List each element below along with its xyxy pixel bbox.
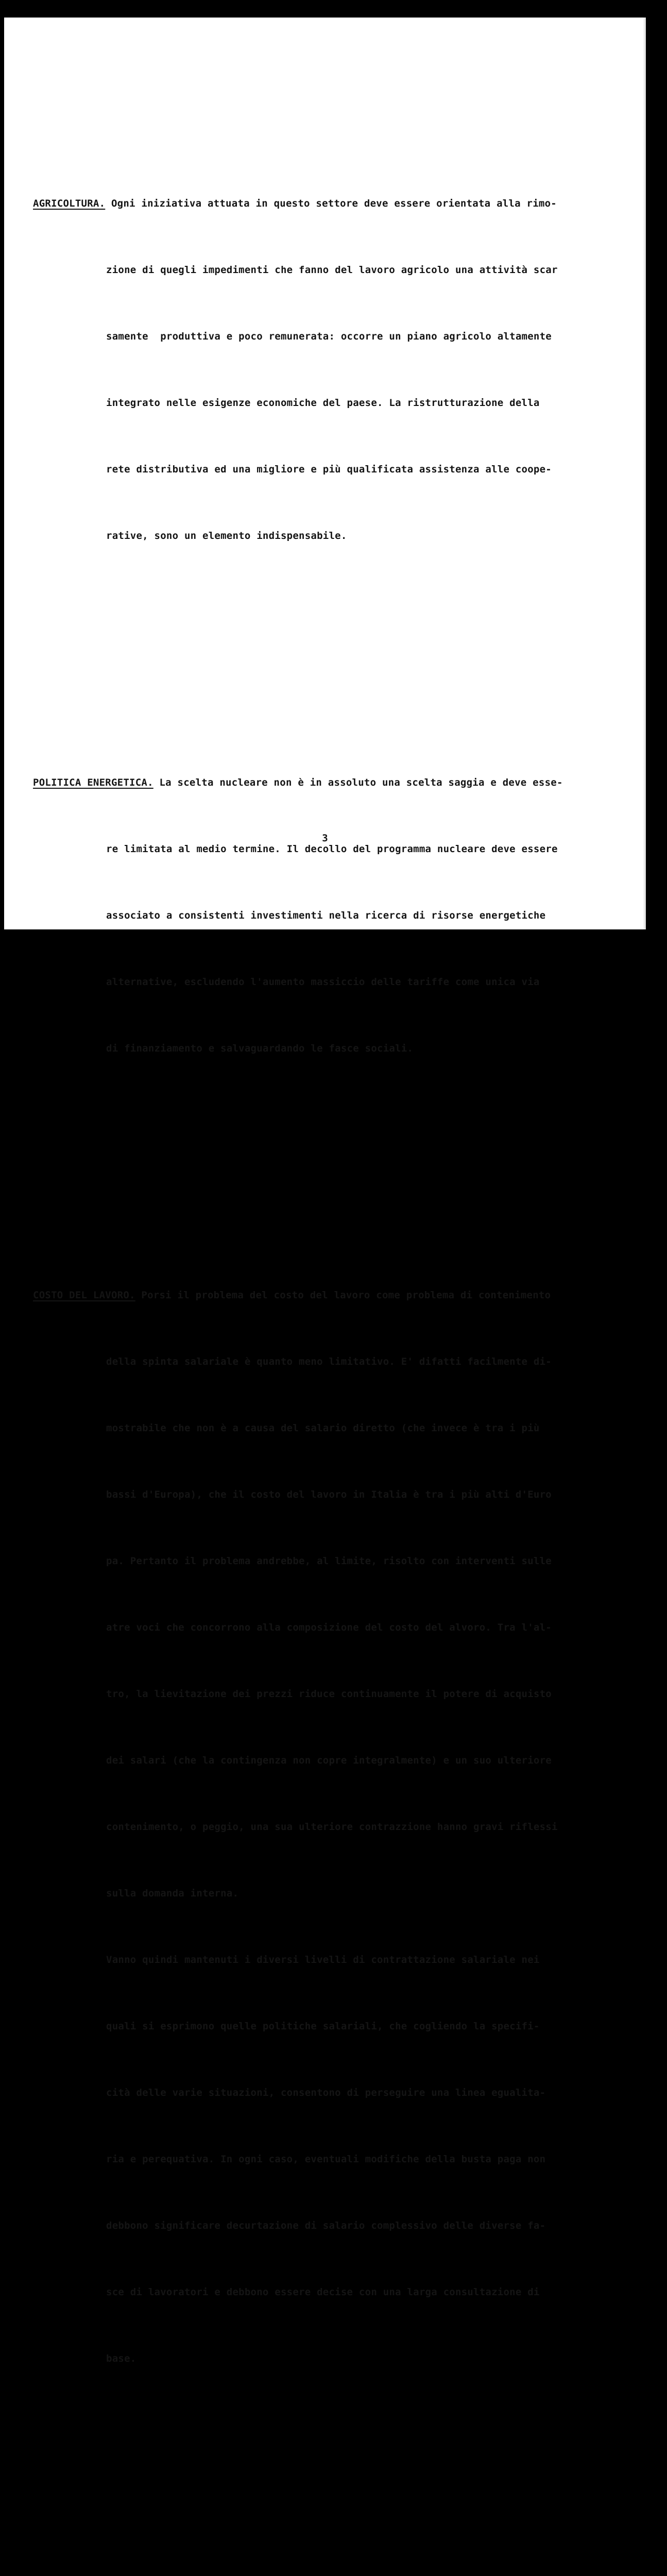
- body-line: alternative, escludendo l'aumento massiccio delle tariffe come unica via: [106, 976, 540, 988]
- first-line-text: La scelta nucleare non è in assoluto una scelta saggia e deve esse-: [153, 777, 563, 788]
- body-line: cità delle varie situazioni, consentono di perseguire una linea egualita-: [106, 2087, 546, 2098]
- body-line: pa. Pertanto il problema andrebbe, al limite, risolto con interventi sulle: [106, 1555, 552, 1567]
- body-line: zione di quegli impedimenti che fanno del lavoro agricolo una attività scar: [106, 264, 558, 276]
- body-line: bassi d'Europa), che il costo del lavoro in Italia è tra i più alti d'Euro: [106, 1489, 552, 1500]
- section-agricoltura: [33, 148, 610, 591]
- body-line: sulla domanda interna.: [106, 1888, 239, 1899]
- body-line: di finanziamento e salvaguardando le fasce sociali.: [106, 1043, 414, 1054]
- body-line: Vanno quindi mantenuti i diversi livelli di contrattazione salariale nei: [106, 1954, 540, 1965]
- section-costo-del-lavoro: [33, 1240, 610, 2414]
- page-number: 3: [322, 833, 328, 844]
- body-line: tro, la lievitazione dei prezzi riduce continuamente il potere di acquisto: [106, 1688, 552, 1700]
- section-first-line: [33, 772, 610, 794]
- body-line: della spinta salariale è quanto meno limitativo. E' difatti facilmente di-: [106, 1356, 552, 1367]
- first-line-text: Porsi il problema del costo del lavoro come problema di contenimento: [135, 1290, 551, 1301]
- section-politica-energetica: [33, 727, 610, 1104]
- body-line: re limitata al medio termine. Il decollo del programma nucleare deve essere: [106, 843, 558, 855]
- section-first-line: [33, 193, 610, 215]
- body-line: dei salari (che la contingenza non copre integralmente) e un suo ulteriore: [106, 1755, 552, 1766]
- section-scaglionamento: [33, 2550, 610, 2576]
- document-body: [33, 60, 610, 2576]
- body-line: atre voci che concorrono alla composizione del costo del alvoro. Tra l'al-: [106, 1622, 552, 1633]
- body-line: mostrabile che non è a causa del salario diretto (che invece è tra i più: [106, 1422, 540, 1434]
- section-heading: COSTO DEL LAVORO.: [33, 1290, 135, 1301]
- body-line: base.: [106, 2353, 136, 2364]
- body-line: debbono significare decurtazione di salario complessivo delle diverse fa-: [106, 2220, 546, 2231]
- body-line: contenimento, o peggio, una sua ulteriore contrazzione hanno gravi riflessi: [106, 1821, 558, 1833]
- body-line: samente produttiva e poco remunerata: occorre un piano agricolo altamente: [106, 331, 552, 342]
- section-first-line: [33, 1284, 610, 1307]
- page-edge-shadow: [643, 18, 646, 929]
- body-line: rative, sono un elemento indispensabile.: [106, 530, 347, 541]
- body-line: rete distributiva ed una migliore e più qualificata assistenza alle coope-: [106, 464, 552, 475]
- section-heading: POLITICA ENERGETICA.: [33, 777, 153, 788]
- body-line: sce di lavoratori e debbono essere decise con una larga consultazione di: [106, 2286, 540, 2298]
- body-line: associato a consistenti investimenti nella ricerca di risorse energetiche: [106, 910, 546, 921]
- section-heading: AGRICOLTURA.: [33, 198, 106, 209]
- body-line: integrato nelle esigenze economiche del paese. La ristrutturazione della: [106, 397, 540, 409]
- first-line-text: Ogni iniziativa attuata in questo settore deve essere orientata alla rimo-: [105, 198, 557, 209]
- body-line: ria e perequativa. In ogni caso, eventuali modifiche della busta paga non: [106, 2154, 546, 2165]
- body-line: quali si esprimono quelle politiche salariali, che cogliendo la specifi-: [106, 2021, 540, 2032]
- document-page: [4, 18, 646, 2364]
